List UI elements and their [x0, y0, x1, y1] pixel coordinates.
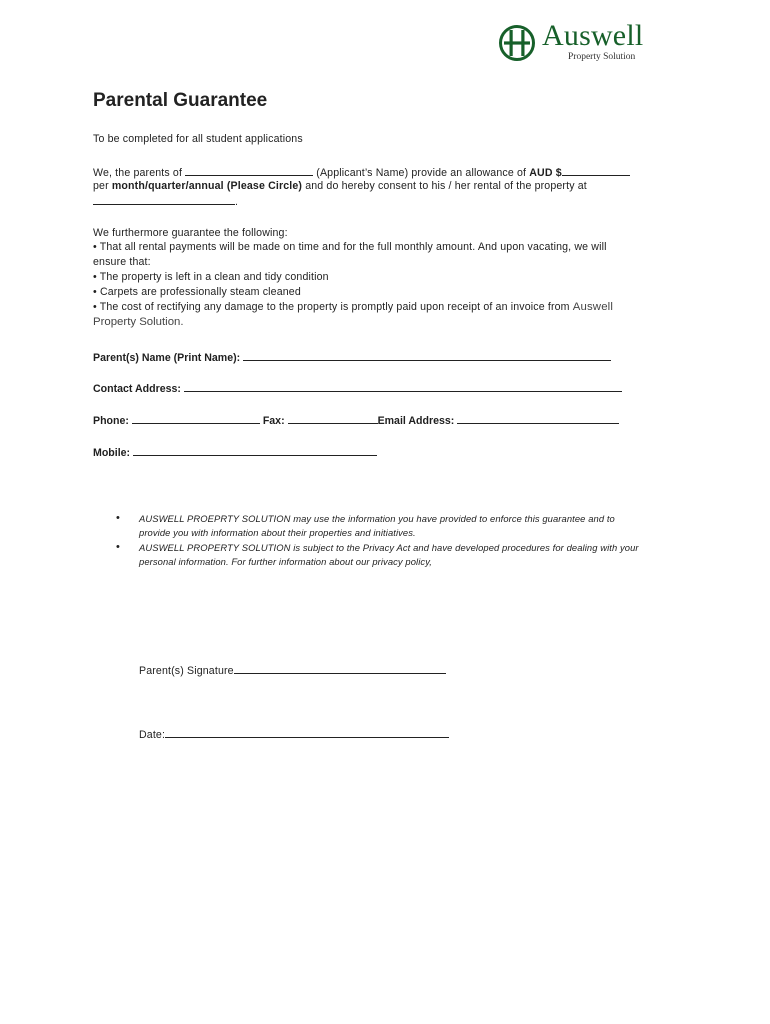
- notice-bullet-2: •: [116, 541, 120, 553]
- email-label: Email Address:: [377, 415, 455, 427]
- page-title: Parental Guarantee: [93, 90, 268, 111]
- contact-address-blank[interactable]: [184, 381, 622, 392]
- mobile-blank[interactable]: [133, 445, 377, 456]
- parent-name-blank[interactable]: [243, 350, 611, 361]
- line-period: .: [235, 196, 239, 208]
- applicant-name-blank[interactable]: [185, 165, 313, 176]
- company-name: Auswell: [572, 301, 614, 313]
- notice-1-cont: provide you with information about their properties and initiatives.: [139, 527, 416, 538]
- date-label: Date:: [139, 729, 166, 741]
- aud-amount-blank[interactable]: [562, 165, 630, 176]
- guarantee-item-1: • That all rental payments will be made on time and for the full monthly amount. And upon vacating, we will: [93, 241, 607, 253]
- phone-label: Phone:: [93, 415, 129, 427]
- parents-of-label: We, the parents of: [93, 167, 183, 179]
- logo-name: Auswell: [542, 19, 644, 52]
- phone-fax-email-row: [93, 413, 619, 427]
- intro-text: To be completed for all student applications: [93, 133, 303, 145]
- signature-label: Parent(s) Signature: [139, 665, 234, 677]
- signature-row: [139, 663, 446, 677]
- phone-blank[interactable]: [132, 413, 260, 424]
- mobile-row: [93, 445, 377, 459]
- signature-blank[interactable]: [234, 663, 446, 674]
- guarantee-item-2: • The property is left in a clean and tidy condition: [93, 271, 329, 283]
- contact-address-row: [93, 381, 622, 395]
- company-name-cont: Property Solution.: [93, 316, 184, 328]
- parent-name-row: [93, 350, 611, 364]
- property-address-blank[interactable]: [93, 194, 235, 205]
- allowance-line-2: [93, 180, 587, 192]
- guarantee-item-4-text: • The cost of rectifying any damage to the property is promptly paid upon receipt of an invoice from: [93, 301, 570, 313]
- notice-2-cont: personal information. For further information about our privacy policy,: [139, 556, 432, 567]
- guarantee-item-1-cont: ensure that:: [93, 256, 151, 268]
- logo-subtitle: Property Solution: [568, 52, 636, 62]
- notice-2: AUSWELL PROPERTY SOLUTION is subject to the Privacy Act and have developed procedures for dealing with your: [139, 542, 639, 553]
- allowance-line-1: [93, 165, 630, 179]
- parent-name-label: Parent(s) Name (Print Name):: [93, 352, 241, 364]
- allowance-line-3: [93, 194, 238, 208]
- auswell-cross-circle-icon: [498, 24, 536, 62]
- company-logo: [498, 19, 670, 64]
- guarantee-item-4: [93, 301, 613, 313]
- per-label: per: [93, 180, 109, 192]
- date-row: [139, 727, 449, 741]
- applicant-name-label: (Applicant’s Name) provide an allowance of: [316, 167, 527, 179]
- guarantee-intro: We furthermore guarantee the following:: [93, 227, 288, 239]
- contact-address-label: Contact Address:: [93, 383, 181, 395]
- fax-label: Fax:: [262, 415, 285, 427]
- date-blank[interactable]: [165, 727, 449, 738]
- consent-text: and do hereby consent to his / her rental of the property at: [305, 180, 587, 192]
- fax-blank[interactable]: [288, 413, 378, 424]
- mobile-label: Mobile:: [93, 447, 131, 459]
- guarantee-item-3: • Carpets are professionally steam cleaned: [93, 286, 301, 298]
- aud-label: AUD $: [529, 167, 562, 179]
- notice-bullet-1: •: [116, 512, 120, 524]
- email-blank[interactable]: [457, 413, 619, 424]
- period-options: month/quarter/annual (Please Circle): [111, 180, 303, 192]
- notice-1: AUSWELL PROEPRTY SOLUTION may use the information you have provided to enforce this guarantee and to: [139, 513, 615, 524]
